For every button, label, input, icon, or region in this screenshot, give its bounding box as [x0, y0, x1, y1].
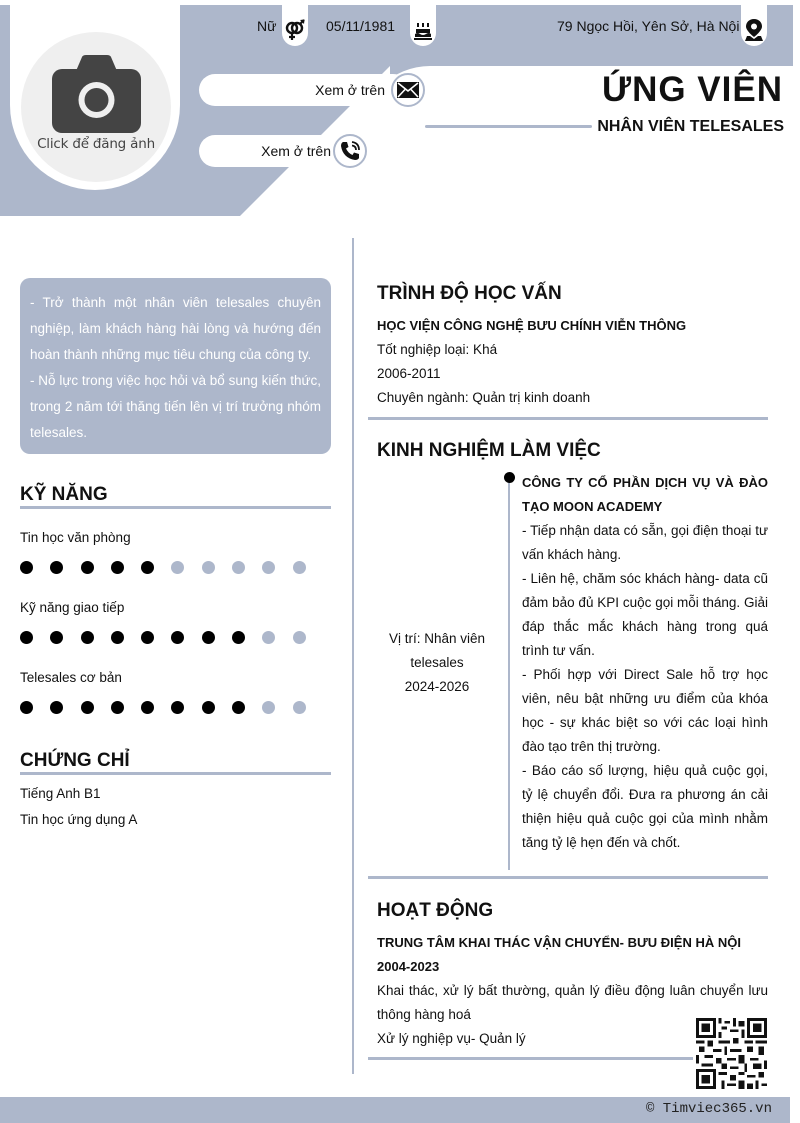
gender-icon: [282, 0, 308, 46]
rating-dot-filled: [111, 701, 124, 714]
activity-period: 2004-2023: [377, 959, 440, 974]
qr-code-icon[interactable]: [696, 1018, 767, 1089]
career-objective: [20, 278, 331, 454]
rating-dot-filled: [20, 701, 33, 714]
skill-name: Tin học văn phòng: [20, 530, 131, 545]
experience-company: CÔNG TY CỔ PHẦN DỊCH VỤ VÀ ĐÀO TẠO MOON ACADEMY: [522, 475, 768, 514]
objective-line: - Nỗ lực trong việc học hỏi và bổ sung kiến thức, trong 2 năm tới thăng tiến lên vị trí trưởng nhóm telesales.: [30, 373, 321, 440]
rating-dot-filled: [171, 701, 184, 714]
rating-dot-filled: [20, 631, 33, 644]
experience-duty: - Liên hệ, chăm sóc khách hàng- data cũ đảm bảo đủ KPI cuộc gọi mỗi tháng. Giải đáp thắc mắc khách hàng trong quá trình tư vấn.: [522, 571, 768, 658]
column-divider: [352, 238, 354, 1074]
education-grade: Tốt nghiệp loại: Khá: [377, 342, 498, 357]
skill-rating: [20, 701, 306, 714]
rating-dot-empty: [262, 561, 275, 574]
rating-dot-filled: [111, 631, 124, 644]
experience-duty: - Phối hợp với Direct Sale hỗ trợ học viên, nêu bật những ưu điểm của khóa học - sự khác biệt so với các loại hình đào tạo trên thị trường.: [522, 667, 768, 754]
rating-dot-filled: [81, 631, 94, 644]
education-divider: [368, 417, 768, 420]
rating-dot-filled: [141, 631, 154, 644]
rating-dot-filled: [141, 561, 154, 574]
activity-org: TRUNG TÂM KHAI THÁC VẬN CHUYỂN- BƯU ĐIỆN HÀ NỘI: [377, 935, 741, 950]
rating-dot-filled: [50, 561, 63, 574]
rating-dot-filled: [232, 631, 245, 644]
rating-dot-empty: [293, 631, 306, 644]
candidate-position: NHÂN VIÊN TELESALES: [597, 118, 784, 135]
copyright-text: © Timviec365.vn: [645, 1101, 772, 1117]
rating-dot-filled: [81, 561, 94, 574]
phone-value: Xem ở trên: [261, 143, 331, 159]
rating-dot-filled: [50, 701, 63, 714]
certificate-item: Tin học ứng dụng A: [20, 812, 138, 827]
education-period: 2006-2011: [377, 366, 441, 381]
rating-dot-filled: [202, 701, 215, 714]
rating-dot-filled: [141, 701, 154, 714]
experience-title: KINH NGHIỆM LÀM VIỆC: [377, 440, 601, 461]
rating-dot-filled: [20, 561, 33, 574]
footer-bar: [0, 1097, 790, 1123]
certificates-divider: [20, 772, 331, 775]
rating-dot-filled: [171, 631, 184, 644]
timeline-line: [508, 478, 510, 870]
activities-divider: [368, 1057, 693, 1060]
candidate-name: ỨNG VIÊN: [602, 70, 783, 109]
phone-field[interactable]: [199, 135, 351, 167]
experience-duty: - Báo cáo số lượng, hiệu quả cuộc gọi, tỷ lệ chuyển đổi. Đưa ra phương án cải thiện hiệu quả cuộc gọi của mình nhằm tăng tỷ lệ hẹn đến và chốt.: [522, 763, 768, 850]
email-field[interactable]: [199, 74, 409, 106]
activity-description: Khai thác, xử lý bất thường, quản lý điều động luân chuyển lưu thông hàng hoá: [377, 983, 768, 1022]
certificates-title: CHỨNG CHỈ: [20, 750, 130, 771]
location-pin-icon: [741, 0, 767, 46]
education-school: HỌC VIỆN CÔNG NGHỆ BƯU CHÍNH VIỄN THÔNG: [377, 318, 687, 333]
rating-dot-empty: [262, 701, 275, 714]
experience-meta: [377, 627, 497, 699]
skill-rating: [20, 631, 306, 644]
experience-details: [522, 471, 768, 855]
skill-rating: [20, 561, 306, 574]
certificate-item: Tiếng Anh B1: [20, 786, 101, 801]
education-major: Chuyên ngành: Quản trị kinh doanh: [377, 390, 591, 405]
skills-title: KỸ NĂNG: [20, 484, 108, 505]
experience-divider: [368, 876, 768, 879]
rating-dot-filled: [232, 701, 245, 714]
envelope-icon: [391, 73, 425, 107]
gender-value: Nữ: [257, 18, 277, 34]
skill-name: Kỹ năng giao tiếp: [20, 600, 125, 615]
address-value: 79 Ngọc Hồi, Yên Sở, Hà Nội: [557, 18, 740, 34]
rating-dot-empty: [202, 561, 215, 574]
experience-position: telesales: [410, 655, 464, 670]
camera-icon[interactable]: [52, 55, 141, 133]
rating-dot-empty: [293, 701, 306, 714]
photo-upload-label[interactable]: Click để đăng ảnh: [37, 136, 155, 152]
birthday-cake-icon: [410, 0, 436, 46]
rating-dot-filled: [81, 701, 94, 714]
objective-line: - Trở thành một nhân viên telesales chuyên nghiệp, làm khách hàng hài lòng và hướng đến hoàn thành những mục tiêu chung của công ty.: [30, 295, 321, 362]
skill-name: Telesales cơ bản: [20, 670, 122, 685]
education-title: TRÌNH ĐỘ HỌC VẤN: [377, 283, 562, 304]
phone-icon: [333, 134, 367, 168]
rating-dot-filled: [111, 561, 124, 574]
timeline-dot: [504, 472, 515, 483]
email-value: Xem ở trên: [315, 82, 385, 98]
birthdate-value: 05/11/1981: [326, 18, 396, 34]
rating-dot-empty: [293, 561, 306, 574]
experience-duty: - Tiếp nhận data có sẵn, gọi điện thoại tư vấn khách hàng.: [522, 523, 768, 562]
rating-dot-filled: [50, 631, 63, 644]
activity-role: Xử lý nghiệp vụ- Quản lý: [377, 1031, 526, 1046]
rating-dot-empty: [262, 631, 275, 644]
rating-dot-filled: [202, 631, 215, 644]
rating-dot-empty: [232, 561, 245, 574]
experience-position: Vị trí: Nhân viên: [388, 631, 486, 646]
rating-dot-empty: [171, 561, 184, 574]
skills-divider: [20, 506, 331, 509]
title-divider: [425, 125, 592, 128]
experience-period: 2024-2026: [404, 679, 470, 694]
activities-title: HOẠT ĐỘNG: [377, 900, 494, 921]
